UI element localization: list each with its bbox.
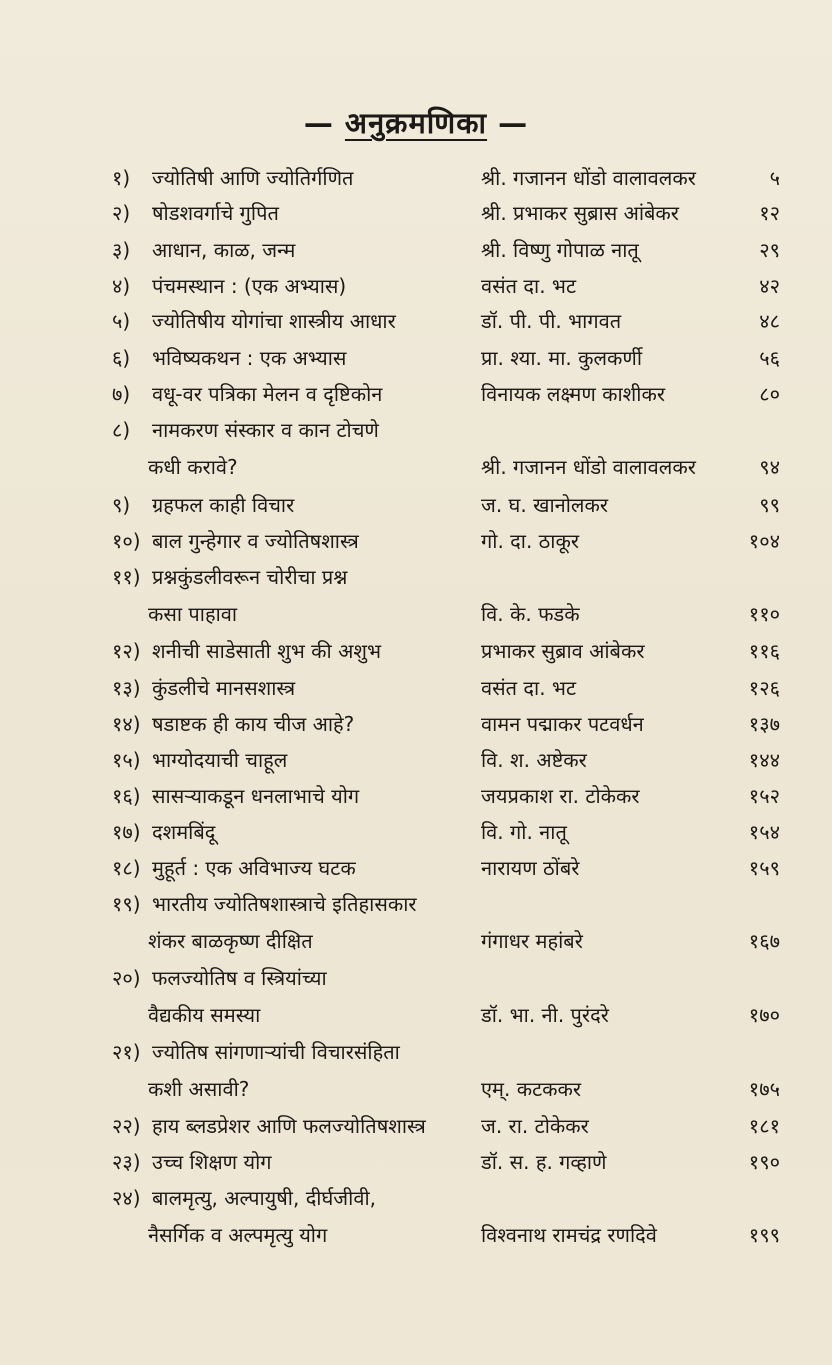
entry-page-number: १४४ — [748, 748, 780, 772]
entry-title: कशी असावी? — [148, 1077, 250, 1101]
entry-title: कुंडलीचे मानसशास्त्र — [152, 676, 296, 700]
entry-title: दशमबिंदू — [152, 820, 216, 844]
entry-page-number: १२६ — [748, 676, 780, 700]
toc-entry — [0, 742, 832, 779]
entry-number: २३) — [112, 1150, 141, 1174]
entry-number: ८) — [112, 418, 131, 442]
toc-entry-line — [0, 160, 832, 197]
entry-title: आधान, काळ, जन्म — [152, 238, 296, 262]
entry-author: प्रभाकर सुब्राव आंबेकर — [481, 639, 645, 663]
entry-page-number: १५४ — [748, 820, 780, 844]
entry-number: १५) — [112, 748, 141, 772]
entry-title: बाल गुन्हेगार व ज्योतिषशास्त्र — [152, 529, 359, 553]
entry-title: भविष्यकथन : एक अभ्यास — [152, 346, 347, 370]
entry-author: वामन पद्माकर पटवर्धन — [481, 712, 644, 736]
entry-page-number: ८० — [759, 382, 780, 406]
toc-entry-line — [0, 1217, 832, 1254]
entry-number: १) — [112, 166, 131, 190]
toc-entry — [0, 340, 832, 377]
toc-entry-line — [0, 195, 832, 232]
toc-entry — [0, 850, 832, 887]
toc-entry — [0, 559, 832, 633]
entry-number: २१) — [112, 1040, 141, 1064]
entry-title: सासऱ्याकडून धनलाभाचे योग — [152, 784, 360, 808]
toc-entry — [0, 487, 832, 524]
entry-author: श्री. गजानन धोंडो वालावलकर — [481, 455, 696, 479]
toc-entry-line — [0, 1034, 832, 1071]
toc-entry-line — [0, 960, 832, 997]
toc-entry-line — [0, 742, 832, 779]
entry-author: वि. के. फडके — [481, 602, 580, 626]
toc-entry — [0, 1180, 832, 1254]
entry-title: नामकरण संस्कार व कान टोचणे — [152, 418, 379, 442]
entry-number: ११) — [112, 565, 141, 589]
toc-entry-line — [0, 449, 832, 486]
entry-author: गो. दा. ठाकूर — [481, 529, 580, 553]
toc-entry-line — [0, 376, 832, 413]
toc-entry-line — [0, 523, 832, 560]
entry-number: ७) — [112, 382, 131, 406]
toc-entry — [0, 303, 832, 340]
entry-page-number: १५९ — [748, 856, 780, 880]
entry-author: प्रा. श्या. मा. कुलकर्णी — [481, 346, 643, 370]
entry-title: वधू-वर पत्रिका मेलन व दृष्टिकोन — [152, 382, 383, 406]
entry-page-number: ११६ — [748, 639, 780, 663]
toc-entry — [0, 960, 832, 1034]
entry-title: भाग्योदयाची चाहूल — [152, 748, 288, 772]
entry-author: श्री. गजानन धोंडो वालावलकर — [481, 166, 696, 190]
entry-author: जयप्रकाश रा. टोकेकर — [481, 784, 640, 808]
entry-title: ग्रहफल काही विचार — [152, 493, 295, 517]
entry-number: ४) — [112, 274, 131, 298]
entry-author: विश्वनाथ रामचंद्र रणदिवे — [481, 1223, 657, 1247]
entry-page-number: ५ — [769, 166, 780, 190]
entry-number: ६) — [112, 346, 131, 370]
toc-entry-line — [0, 1108, 832, 1145]
entry-author: ज. रा. टोकेकर — [481, 1114, 589, 1138]
entry-number: ५) — [112, 309, 131, 333]
toc-entry — [0, 195, 832, 232]
heading-dash-right: — — [498, 106, 529, 140]
toc-entry-line — [0, 633, 832, 670]
entry-title: शनीची साडेसाती शुभ की अशुभ — [152, 639, 382, 663]
entry-number: १०) — [112, 529, 141, 553]
entry-title: कसा पाहावा — [148, 602, 238, 626]
toc-entry — [0, 706, 832, 743]
toc-entry-line — [0, 1071, 832, 1108]
entry-page-number: १९९ — [748, 1223, 780, 1247]
entry-title: ज्योतिषीय योगांचा शास्त्रीय आधार — [152, 309, 396, 333]
toc-entry — [0, 633, 832, 670]
toc-entry-line — [0, 232, 832, 269]
entry-number: १८) — [112, 856, 141, 880]
entry-author: वि. श. अष्टेकर — [481, 748, 587, 772]
entry-number: १२) — [112, 639, 141, 663]
entry-page-number: ४८ — [759, 309, 780, 333]
toc-entry-line — [0, 596, 832, 633]
entry-author: वसंत दा. भट — [481, 274, 577, 298]
entry-title: हाय ब्लडप्रेशर आणि फलज्योतिषशास्त्र — [152, 1114, 426, 1138]
entry-title: ज्योतिषी आणि ज्योतिर्गणित — [152, 166, 354, 190]
entry-number: १९) — [112, 892, 141, 916]
toc-entry-line — [0, 559, 832, 596]
entry-page-number: १३७ — [748, 712, 780, 736]
entry-author: श्री. प्रभाकर सुब्रास आंबेकर — [481, 201, 679, 225]
entry-author: ज. घ. खानोलकर — [481, 493, 609, 517]
entry-page-number: १७० — [748, 1003, 780, 1027]
entry-title: षडाष्टक ही काय चीज आहे? — [152, 712, 355, 736]
entry-author: डॉ. भा. नी. पुरंदरे — [481, 1003, 609, 1027]
entry-number: २) — [112, 201, 131, 225]
entry-number: १६) — [112, 784, 141, 808]
entry-author: डॉ. स. ह. गव्हाणे — [481, 1150, 607, 1174]
entry-author: एम्. कटककर — [481, 1077, 582, 1101]
entry-page-number: ९४ — [759, 455, 780, 479]
entry-author: डॉ. पी. पी. भागवत — [481, 309, 622, 333]
entry-number: ९) — [112, 493, 131, 517]
entry-title: वैद्यकीय समस्या — [148, 1003, 261, 1027]
entry-page-number: १८१ — [748, 1114, 780, 1138]
toc-entry — [0, 1144, 832, 1181]
entry-page-number: १५२ — [748, 784, 780, 808]
entry-number: ३) — [112, 238, 131, 262]
entry-page-number: ४२ — [759, 274, 780, 298]
entry-author: नारायण ठोंबरे — [481, 856, 580, 880]
toc-entry — [0, 778, 832, 815]
entry-author: गंगाधर महांबरे — [481, 929, 583, 953]
entry-page-number: १२ — [759, 201, 780, 225]
toc-entry — [0, 376, 832, 413]
toc-entry — [0, 412, 832, 486]
entry-title: फलज्योतिष व स्त्रियांच्या — [152, 966, 327, 990]
entry-author: वि. गो. नातू — [481, 820, 567, 844]
toc-entry-line — [0, 850, 832, 887]
entry-page-number: १६७ — [748, 929, 780, 953]
entry-number: २०) — [112, 966, 141, 990]
entry-page-number: ९९ — [759, 493, 780, 517]
toc-entry — [0, 268, 832, 305]
entry-page-number: ५६ — [759, 346, 780, 370]
entry-title: नैसर्गिक व अल्पमृत्यु योग — [148, 1223, 328, 1247]
toc-entry — [0, 814, 832, 851]
toc-entry-line — [0, 778, 832, 815]
entry-number: १३) — [112, 676, 141, 700]
entry-page-number: २९ — [759, 238, 780, 262]
entry-page-number: १०४ — [748, 529, 780, 553]
toc-entry — [0, 523, 832, 560]
entry-author: वसंत दा. भट — [481, 676, 577, 700]
entry-title: ज्योतिष सांगणाऱ्यांची विचारसंहिता — [152, 1040, 400, 1064]
toc-entry-line — [0, 706, 832, 743]
entry-number: २२) — [112, 1114, 141, 1138]
entry-page-number: ११० — [748, 602, 780, 626]
entry-page-number: १९० — [748, 1150, 780, 1174]
toc-entry-line — [0, 814, 832, 851]
entry-page-number: १७५ — [748, 1077, 780, 1101]
entry-title: बालमृत्यु, अल्पायुषी, दीर्घजीवी, — [152, 1186, 376, 1210]
toc-entry-line — [0, 487, 832, 524]
toc-entry-line — [0, 303, 832, 340]
toc-entry — [0, 232, 832, 269]
entry-number: १४) — [112, 712, 141, 736]
toc-entry-line — [0, 268, 832, 305]
entry-title: प्रश्नकुंडलीवरून चोरीचा प्रश्न — [152, 565, 348, 589]
toc-entry — [0, 1108, 832, 1145]
toc-entry-line — [0, 1144, 832, 1181]
toc-entry-line — [0, 923, 832, 960]
toc-entry — [0, 670, 832, 707]
entry-title: मुहूर्त : एक अविभाज्य घटक — [152, 856, 356, 880]
toc-entry-line — [0, 997, 832, 1034]
heading-title: अनुक्रमणिका — [344, 106, 488, 140]
toc-entry-line — [0, 886, 832, 923]
entry-author: श्री. विष्णु गोपाळ नातू — [481, 238, 639, 262]
entry-title: उच्च शिक्षण योग — [152, 1150, 272, 1174]
entry-title: शंकर बाळकृष्ण दीक्षित — [148, 929, 313, 953]
entry-number: २४) — [112, 1186, 141, 1210]
toc-entry-line — [0, 1180, 832, 1217]
toc-entry — [0, 1034, 832, 1108]
entry-number: १७) — [112, 820, 141, 844]
toc-entry-line — [0, 670, 832, 707]
heading-dash-left: — — [303, 106, 334, 140]
toc-entry-line — [0, 340, 832, 377]
entry-title: कधी करावे? — [148, 455, 238, 479]
toc-entry — [0, 160, 832, 197]
entry-author: विनायक लक्ष्मण काशीकर — [481, 382, 665, 406]
entry-title: षोडशवर्गाचे गुपित — [152, 201, 279, 225]
entry-title: भारतीय ज्योतिषशास्त्राचे इतिहासकार — [152, 892, 417, 916]
entry-title: पंचमस्थान : (एक अभ्यास) — [152, 274, 347, 298]
toc-entry-line — [0, 412, 832, 449]
toc-entry — [0, 886, 832, 960]
